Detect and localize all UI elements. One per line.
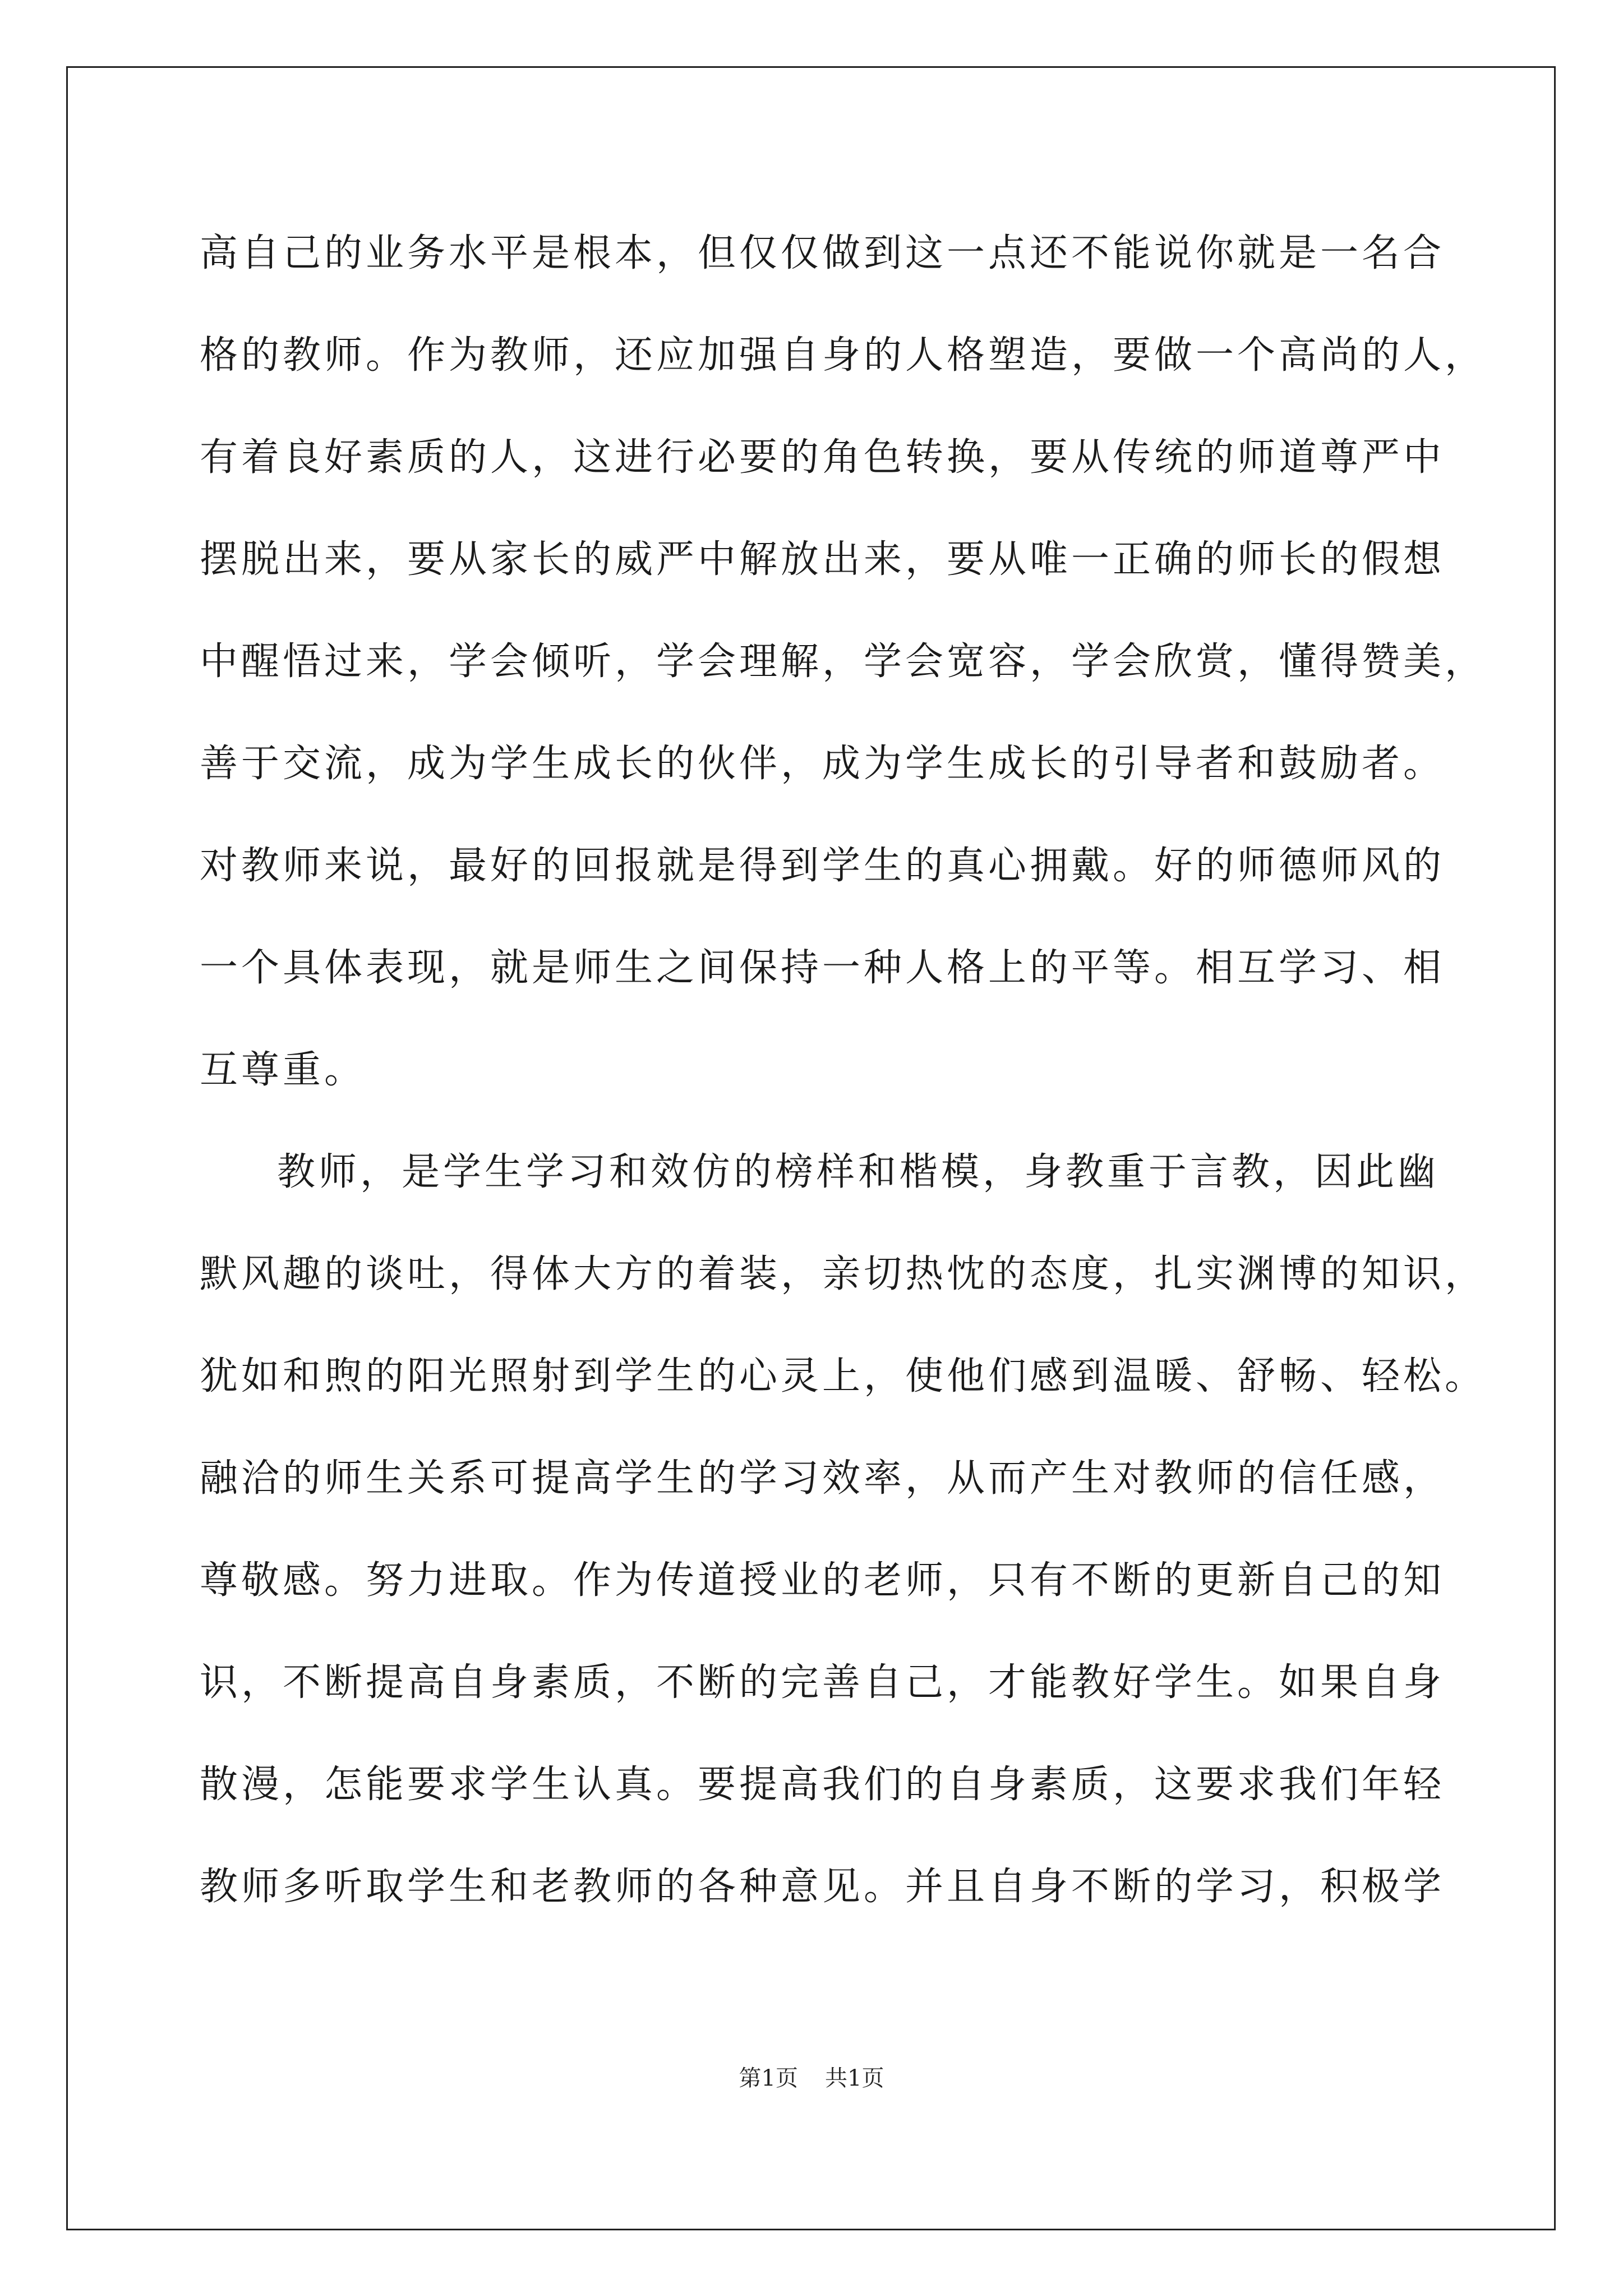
text-line: 摆脱出来，要从家长的威严中解放出来，要从唯一正确的师长的假想 [200,537,1445,582]
text-line: 高自己的业务水平是根本，但仅仅做到这一点还不能说你就是一名合 [200,231,1445,275]
text-line: 识，不断提高自身素质，不断的完善自己，才能教好学生。如果自身 [200,1660,1445,1705]
page-footer [0,2064,1623,2092]
page-total: 共1页 [825,2065,884,2091]
text-line: 互尊重。 [200,1048,366,1092]
text-line: 对教师来说，最好的回报就是得到学生的真心拥戴。好的师德师风的 [200,844,1445,888]
text-line: 融洽的师生关系可提高学生的学习效率，从而产生对教师的信任感， [200,1456,1445,1501]
page-number: 第1页 [739,2065,798,2091]
text-line: 一个具体表现，就是师生之间保持一种人格上的平等。相互学习、相 [200,946,1445,990]
text-line: 教师多听取学生和老教师的各种意见。并且自身不断的学习，积极学 [200,1865,1445,1909]
text-line: 散漫，怎能要求学生认真。要提高我们的自身素质，这要求我们年轻 [200,1763,1445,1807]
text-line: 犹如和煦的阳光照射到学生的心灵上，使他们感到温暖、舒畅、轻松。 [200,1354,1487,1398]
text-line: 教师，是学生学习和效仿的榜样和楷模，身教重于言教，因此幽 [277,1150,1440,1194]
text-line: 格的教师。作为教师，还应加强自身的人格塑造，要做一个高尚的人， [200,333,1487,378]
text-line: 有着良好素质的人，这进行必要的角色转换，要从传统的师道尊严中 [200,435,1445,480]
text-line: 尊敬感。努力进取。作为传道授业的老师，只有不断的更新自己的知 [200,1558,1445,1603]
text-line: 善于交流，成为学生成长的伙伴，成为学生成长的引导者和鼓励者。 [200,742,1445,786]
text-line: 中醒悟过来，学会倾听，学会理解，学会宽容，学会欣赏，懂得赞美， [200,639,1487,684]
text-line: 默风趣的谈吐，得体大方的着装，亲切热忱的态度，扎实渊博的知识， [200,1252,1487,1296]
